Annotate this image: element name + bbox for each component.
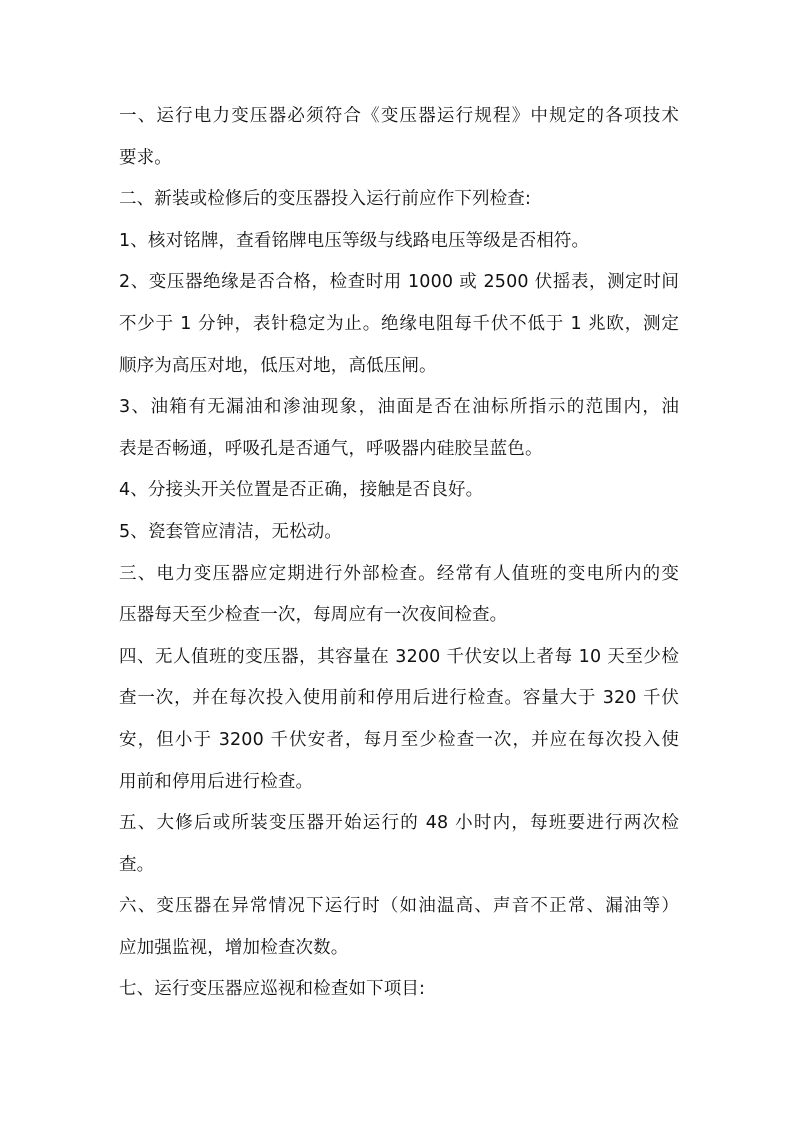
text-line: 顺序为高压对地，低压对地，高低压闸。	[119, 355, 437, 376]
text-line: 查一次，并在每次投入使用前和停用后进行检查。容量大于 320 千伏	[119, 688, 679, 709]
text-line: 应加强监视，增加检查次数。	[119, 937, 349, 958]
text-line: 安，但小于 3200 千伏安者，每月至少检查一次，并应在每次投入使	[119, 729, 679, 750]
text-line: 四、无人值班的变压器，其容量在 3200 千伏安以上者每 10 天至少检	[119, 646, 679, 667]
text-line: 压器每天至少检查一次，每周应有一次夜间检查。	[119, 605, 508, 626]
text-line: 2、变压器绝缘是否合格，检查时用 1000 或 2500 伏摇表，测定时间	[119, 272, 679, 293]
text-line: 3、油箱有无漏油和渗油现象，油面是否在油标所指示的范围内，油	[119, 397, 679, 418]
text-line: 要求。	[119, 147, 172, 168]
text-line: 查。	[119, 854, 155, 875]
text-line: 六、变压器在异常情况下运行时（如油温高、声音不正常、漏油等）	[119, 896, 679, 917]
text-line: 表是否畅通，呼吸孔是否通气，呼吸器内硅胶呈蓝色。	[119, 438, 543, 459]
text-line: 用前和停用后进行检查。	[119, 771, 314, 792]
text-line: 5、瓷套管应清洁，无松动。	[119, 521, 343, 542]
text-line: 二、新装或检修后的变压器投入运行前应作下列检查:	[119, 189, 531, 210]
text-line: 4、分接头开关位置是否正确，接触是否良好。	[119, 480, 484, 501]
text-line: 七、运行变压器应巡视和检查如下项目:	[119, 979, 426, 1000]
document-body	[119, 99, 679, 1014]
text-line: 五、大修后或所装变压器开始运行的 48 小时内，每班要进行两次检	[119, 813, 679, 834]
text-line: 不少于 1 分钟，表针稳定为止。绝缘电阻每千伏不低于 1 兆欧，测定	[119, 313, 679, 334]
text-line: 1、核对铭牌，查看铭牌电压等级与线路电压等级是否相符。	[119, 230, 590, 251]
text-line: 一、运行电力变压器必须符合《变压器运行规程》中规定的各项技术	[119, 106, 679, 126]
text-line: 三、电力变压器应定期进行外部检查。经常有人值班的变电所内的变	[119, 563, 679, 584]
